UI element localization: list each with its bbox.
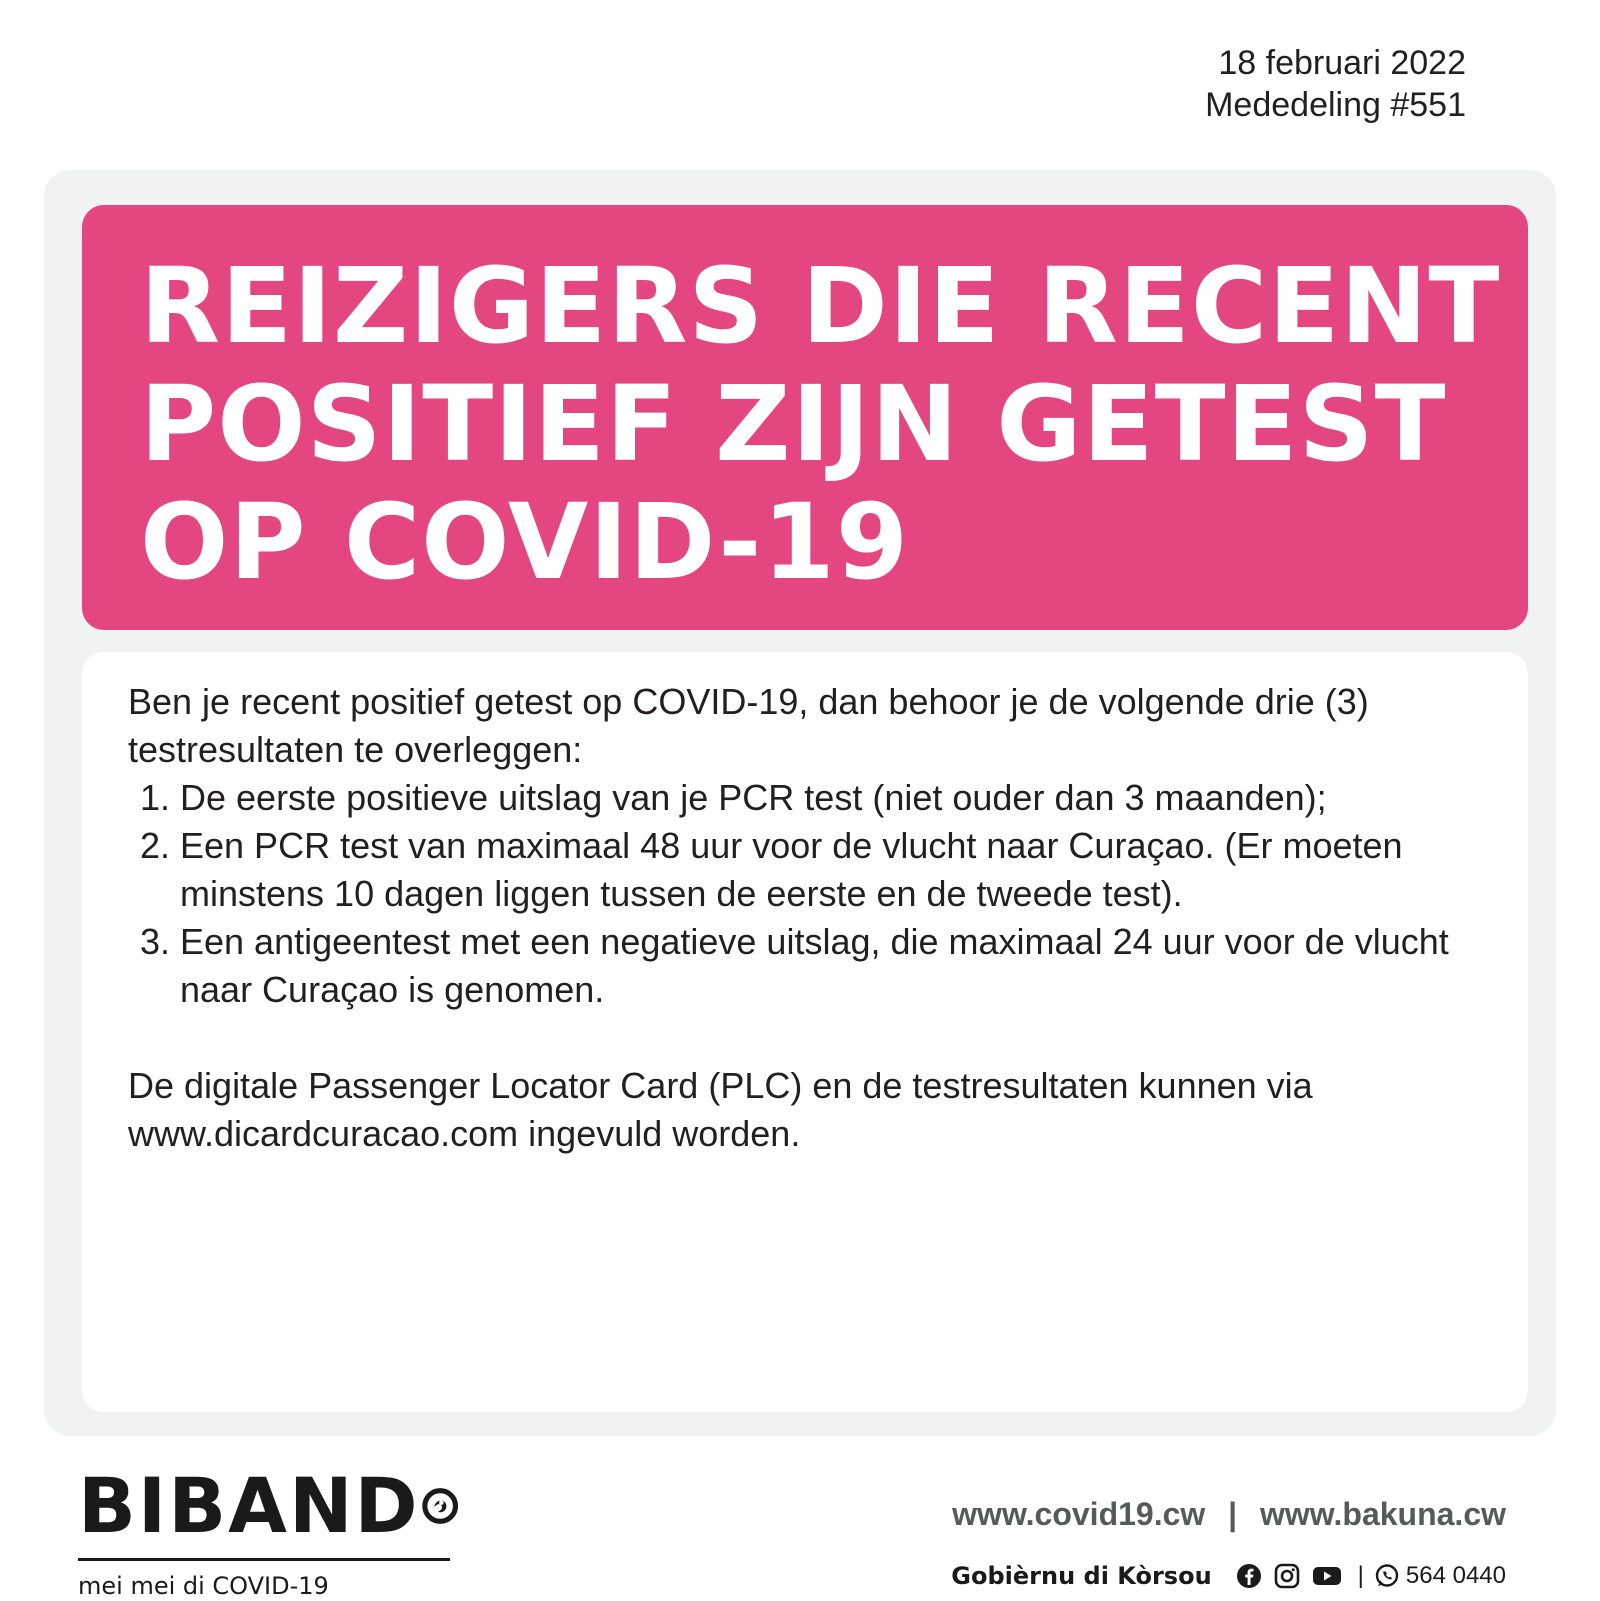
whatsapp-icon[interactable]	[1374, 1563, 1400, 1589]
page-title	[140, 247, 1520, 601]
logo-wordmark	[78, 1461, 458, 1550]
phone-number[interactable]: 564 0440	[1405, 1562, 1506, 1589]
title-banner	[82, 205, 1528, 630]
link-separator: |	[1228, 1496, 1238, 1532]
logo-word: BIBAND	[78, 1461, 420, 1550]
footer-links	[952, 1496, 1506, 1533]
title-line-1: REIZIGERS DIE RECENT	[140, 245, 1501, 367]
list-item: 1. De eerste positieve uitslag van je PCR test (niet ouder dan 3 maanden);	[180, 774, 1488, 822]
outro-paragraph: De digitale Passenger Locator Card (PLC) en de testresultaten kunnen via www.dicardcuracao.com ingevuld worden.	[128, 1065, 1313, 1154]
footer-contact	[951, 1562, 1506, 1590]
list-item: 2. Een PCR test van maximaal 48 uur voor de vlucht naar Curaçao. (Er moeten minstens 10 dagen liggen tussen de eerste en de tweede test).	[180, 822, 1488, 918]
youtube-icon[interactable]	[1312, 1563, 1342, 1589]
notice-number: Mededeling #551	[1205, 86, 1466, 124]
body-card	[82, 652, 1528, 1412]
requirements-list	[128, 774, 1488, 1014]
spacer	[128, 1014, 1488, 1062]
title-line-3: OP COVID-19	[140, 481, 910, 603]
logo-tagline: mei mei di COVID-19	[78, 1572, 329, 1600]
instagram-icon[interactable]	[1274, 1563, 1300, 1589]
notice-meta	[1205, 42, 1466, 126]
intro-paragraph: Ben je recent positief getest op COVID-19, dan behoor je de volgende drie (3) testresultaten te overleggen:	[128, 681, 1369, 770]
list-item: 3. Een antigeentest met een negatieve uitslag, die maximaal 24 uur voor de vlucht naar Curaçao is genomen.	[180, 918, 1488, 1014]
facebook-icon[interactable]	[1236, 1563, 1262, 1589]
covid-website-link[interactable]: www.covid19.cw	[952, 1496, 1206, 1532]
contact-separator: |	[1357, 1562, 1364, 1589]
embryo-icon	[422, 1474, 458, 1538]
bakuna-website-link[interactable]: www.bakuna.cw	[1260, 1496, 1506, 1532]
title-line-2: POSITIEF ZIJN GETEST	[140, 363, 1447, 485]
body-text	[128, 678, 1488, 1158]
logo-divider	[78, 1558, 450, 1561]
notice-date: 18 februari 2022	[1218, 44, 1466, 82]
bibando-logo	[78, 1461, 458, 1601]
government-name: Gobièrnu di Kòrsou	[951, 1562, 1212, 1590]
